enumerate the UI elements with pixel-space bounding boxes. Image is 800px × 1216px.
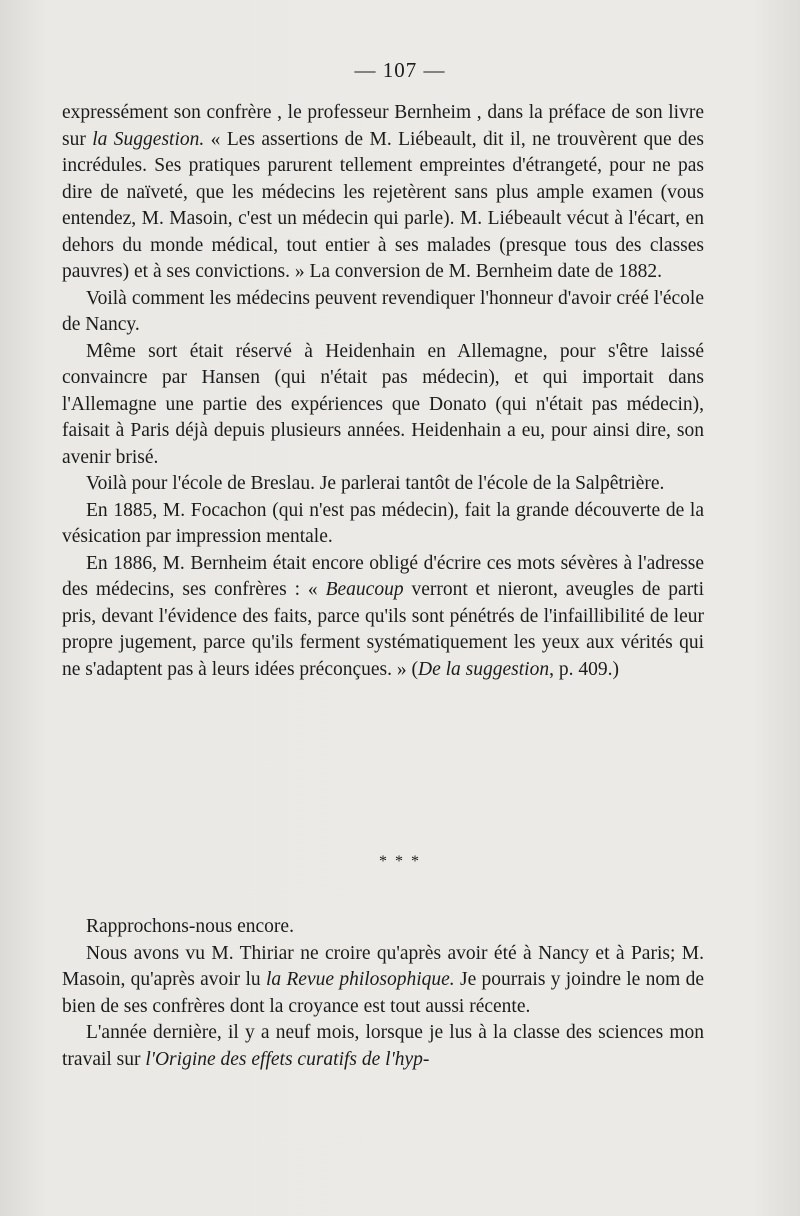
paragraph-2 (62, 286, 704, 339)
paragraph-6-part-3: verront et nieront, aveugles de parti pris, devant l'évidence des faits, parce qu'ils sont pénétrés de l'infaillibilité de leur propre jugement, parce qu'ils ferment systématiquement les yeux aux vérités qui ne s'adaptent pas à leurs idées préconçues. » ( (62, 579, 705, 680)
section-separator: * * * (379, 853, 421, 870)
paragraph-7-part-1: Rapprochons-nous encore. (86, 916, 294, 937)
paragraph-2-part-1: Voilà comment les médecins peuvent revendiquer l'honneur d'avoir créé l'école de Nancy. (62, 287, 704, 335)
body-text-upper (62, 100, 704, 683)
paragraph-1-part-3: « Les assertions de M. Liébeault, dit il, ne trouvèrent que des incrédules. Ses pratiques parurent tellement empreintes d'étrangeté, pour ne pas dire de naïveté, que les médecins les rejetèrent sans plus ample examen (vous entendez, M. Masoin, c'est un médecin qui parle). M. Liébeault vécut à l'écart, en dehors du monde médical, tout entier à ses malades (presque tous des classes pauvres) et à ses convictions. » La conversion de M. Bernheim date de 1882. (62, 128, 704, 282)
paragraph-6-part-1: En 1886, M. Bernheim était encore obligé d'écrire ces mots sévères à l'adresse des médecins, ses confrères : « (62, 552, 704, 600)
paragraph-9 (62, 1020, 704, 1073)
paragraph-6-part-5: , p. 409.) (549, 658, 619, 680)
paragraph-8 (62, 941, 704, 1021)
paragraph-8-part-2: la Revue philosophique. (265, 969, 455, 990)
paragraph-9-part-2: l'Origine des effets curatifs de l'hyp- (145, 1048, 430, 1070)
paragraph-4-part-1: Voilà pour l'école de Breslau. Je parlerai tantôt de l'école de la Salpêtrière. (86, 473, 665, 494)
paragraph-6-part-2: Beaucoup (325, 579, 404, 600)
paragraph-1-part-2: la Suggestion. (92, 128, 205, 150)
paragraph-6-part-4: De la suggestion (418, 658, 550, 680)
page-number: — 107 — (354, 58, 446, 82)
paragraph-8-part-1: Nous avons vu M. Thiriar ne croire qu'après avoir été à Nancy et à Paris; M. Masoin, qu'après avoir lu (62, 942, 704, 990)
paragraph-3-part-1: Même sort était réservé à Heidenhain en Allemagne, pour s'être laissé convaincre par Hansen (qui n'était pas médecin), et qui importait dans l'Allemagne une partie des expériences que Donato (qui n'était pas médecin), faisait à Paris déjà depuis plusieurs années. Heidenhain a eu, pour ainsi dire, son avenir brisé. (62, 340, 704, 468)
paragraph-6 (62, 551, 704, 684)
paragraph-8-part-3: Je pourrais y joindre le nom de bien de ses confrères dont la croyance est tout aussi récente. (62, 969, 704, 1017)
paragraph-1-part-1: expressément son confrère , le professeur Bernheim , dans la préface de son livre sur (62, 102, 704, 150)
paragraph-3 (62, 339, 704, 472)
paragraph-1 (62, 100, 704, 286)
body-text-lower (62, 914, 704, 1073)
paragraph-5-part-1: En 1885, M. Focachon (qui n'est pas médecin), fait la grande découverte de la vésication par impression mentale. (62, 499, 704, 547)
paragraph-7 (62, 914, 704, 941)
paragraph-5 (62, 498, 704, 551)
paragraph-4 (62, 471, 704, 498)
paragraph-9-part-1: L'année dernière, il y a neuf mois, lorsque je lus à la classe des sciences mon travail sur (62, 1022, 704, 1070)
